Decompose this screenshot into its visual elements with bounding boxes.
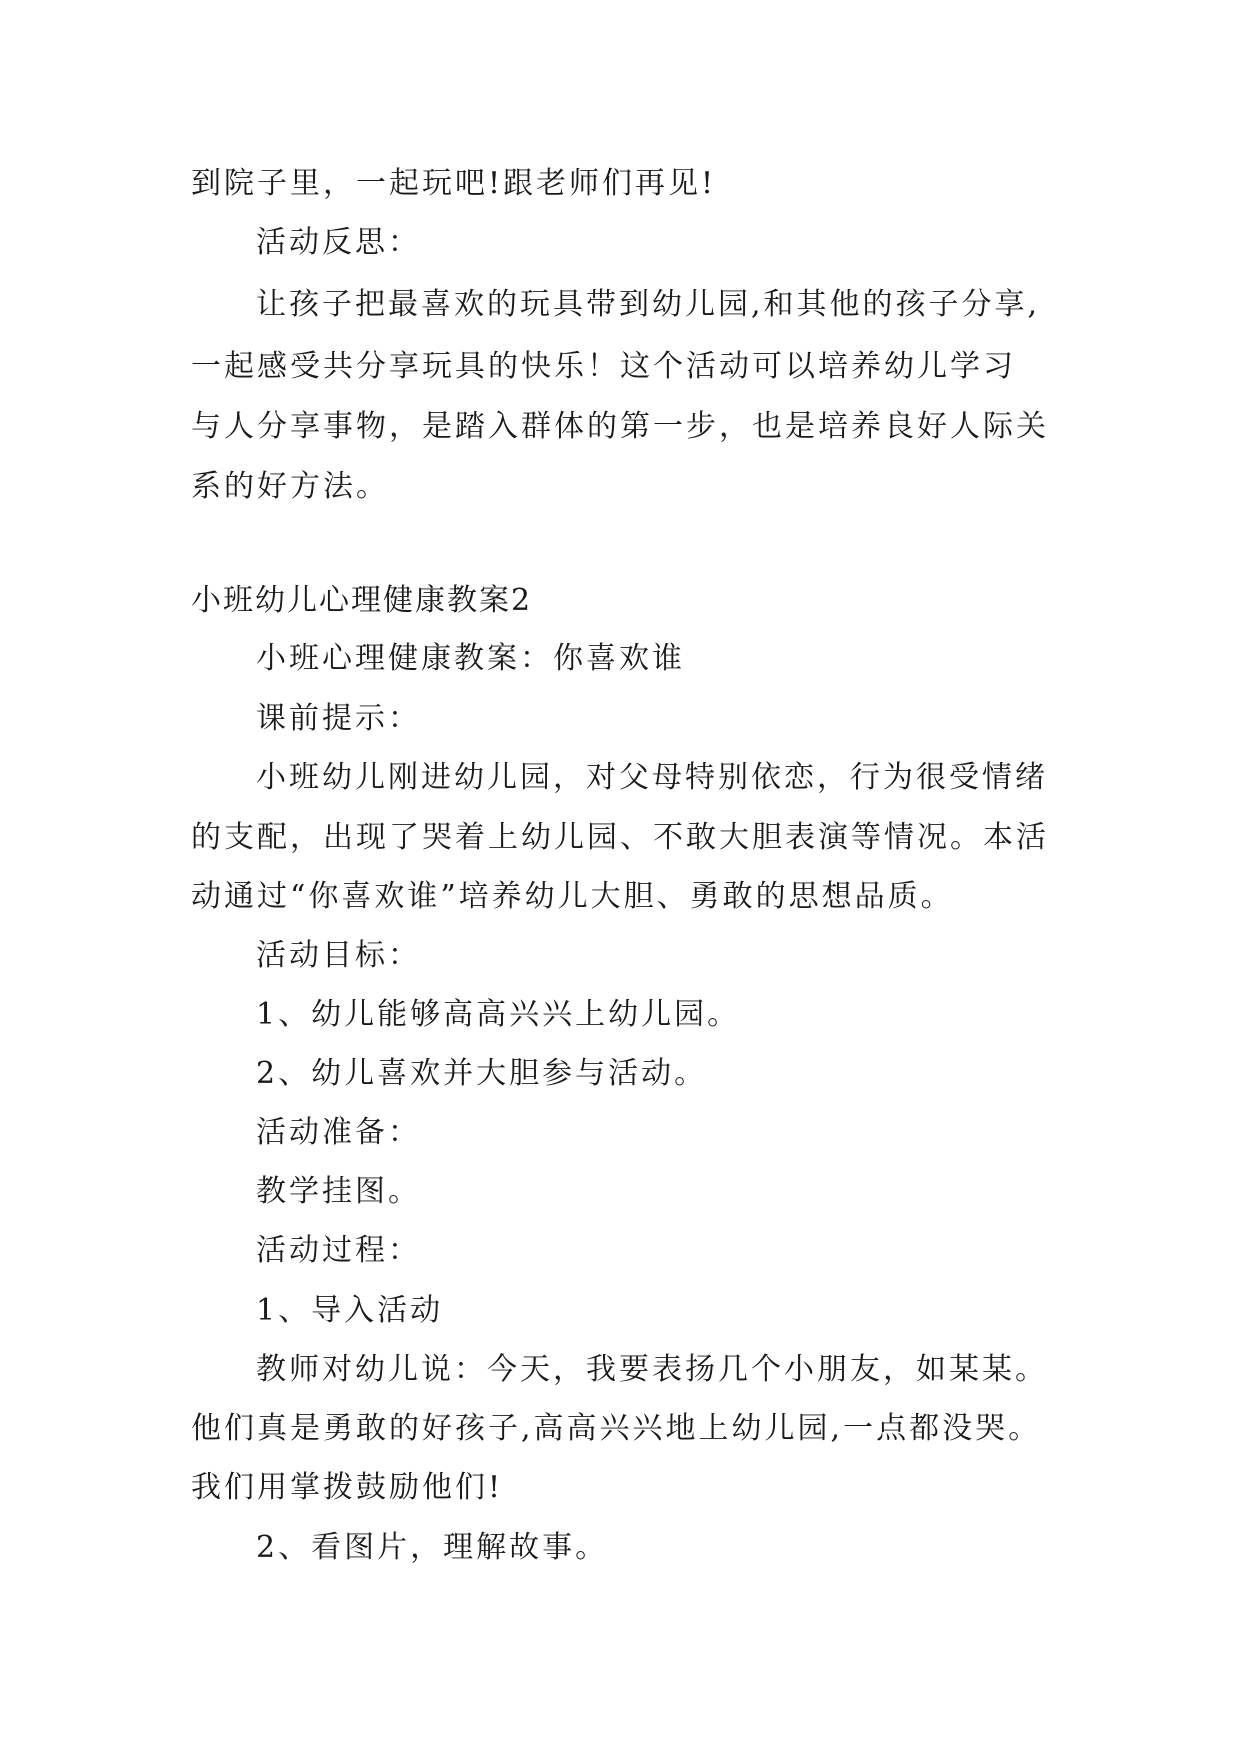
paragraph-line: 系的好方法。 <box>191 469 389 504</box>
paragraph-line: 教师对幼儿说：今天，我要表扬几个小朋友，如某某。 <box>256 1352 1048 1387</box>
lesson-subtitle: 小班心理健康教案：你喜欢谁 <box>256 641 685 676</box>
paragraph-line: 小班幼儿刚进幼儿园，对父母特别依恋，行为很受情绪 <box>256 760 1048 795</box>
list-item: 2、幼儿喜欢并大胆参与活动。 <box>256 1056 708 1091</box>
section-heading-reflection: 活动反思： <box>256 225 421 260</box>
lesson-title: 小班幼儿心理健康教案2 <box>191 583 533 618</box>
section-heading-goals: 活动目标： <box>256 938 421 973</box>
paragraph-line: 的支配，出现了哭着上幼儿园、不敢大胆表演等情况。本活 <box>191 820 1049 855</box>
list-item: 2、看图片，理解故事。 <box>256 1530 609 1565</box>
paragraph-line: 教学挂图。 <box>256 1174 421 1209</box>
paragraph-line: 到院子里，一起玩吧!跟老师们再见! <box>191 166 717 201</box>
paragraph-line: 让孩子把最喜欢的玩具带到幼儿园,和其他的孩子分享, <box>256 287 1041 322</box>
section-heading-tips: 课前提示： <box>256 701 421 736</box>
paragraph-line: 动通过“你喜欢谁”培养幼儿大胆、勇敢的思想品质。 <box>191 879 954 914</box>
list-item: 1、导入活动 <box>256 1293 444 1328</box>
section-heading-preparation: 活动准备： <box>256 1115 421 1150</box>
list-item: 1、幼儿能够高高兴兴上幼儿园。 <box>256 997 741 1032</box>
section-heading-process: 活动过程： <box>256 1233 421 1268</box>
paragraph-line: 我们用掌拨鼓励他们! <box>191 1470 504 1505</box>
paragraph-line: 一起感受共分享玩具的快乐！这个活动可以培养幼儿学习 <box>191 349 1016 384</box>
paragraph-line: 他们真是勇敢的好孩子,高高兴兴地上幼儿园,一点都没哭。 <box>191 1411 1042 1446</box>
paragraph-line: 与人分享事物，是踏入群体的第一步，也是培养良好人际关 <box>191 409 1049 444</box>
